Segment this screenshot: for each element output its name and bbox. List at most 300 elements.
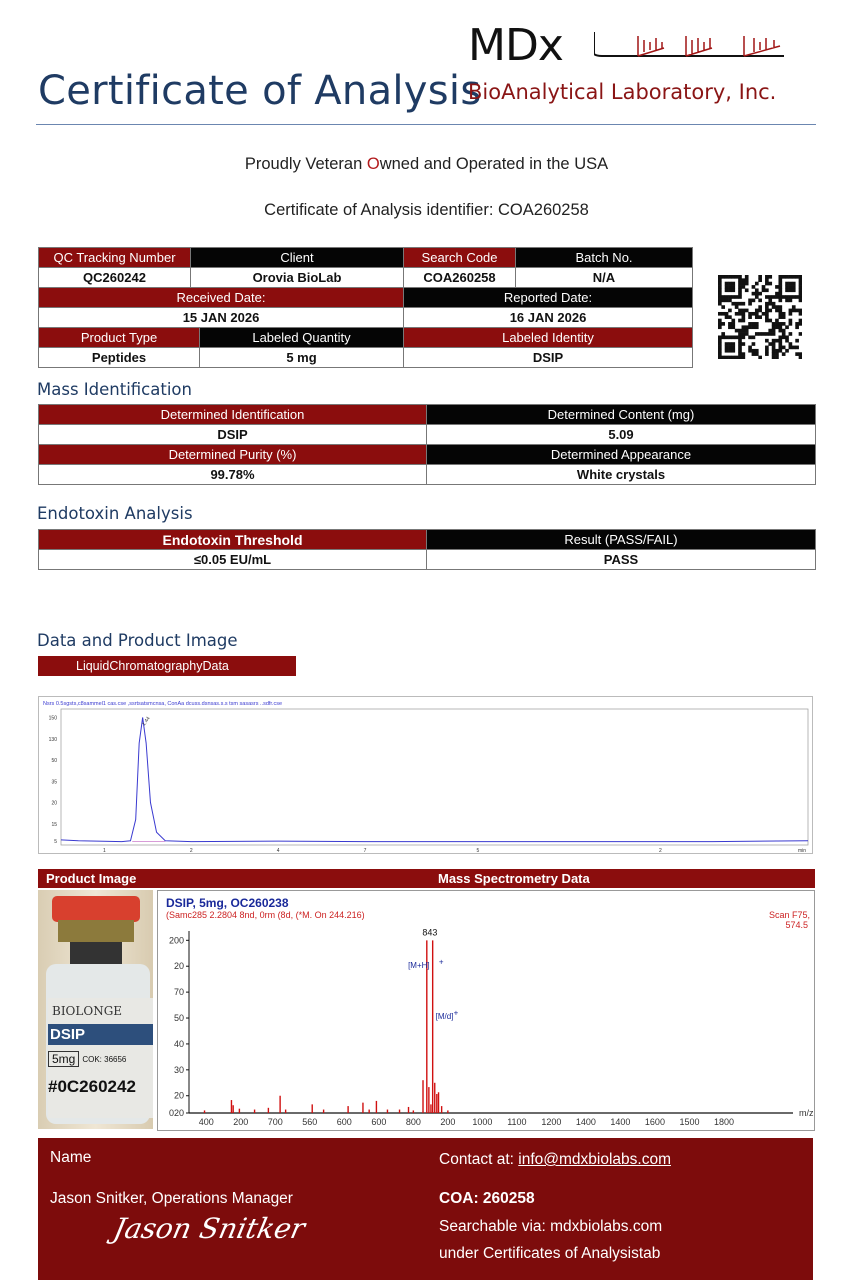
qr-module [782, 295, 786, 299]
qr-module [748, 349, 752, 353]
qr-module [728, 275, 732, 279]
qr-module [765, 339, 769, 343]
qr-module [721, 305, 725, 309]
mass-id-heading: Mass Identification [37, 380, 192, 399]
vial-name: DSIP [48, 1024, 153, 1045]
qr-module [721, 312, 725, 316]
qr-module [795, 322, 799, 326]
qr-module [768, 275, 772, 279]
logo-subtitle: BioAnalytical Laboratory, Inc. [468, 80, 777, 104]
qr-module [745, 288, 749, 292]
qr-module [772, 295, 776, 299]
qr-module [738, 342, 742, 346]
qr-module [785, 349, 789, 353]
qr-module [745, 275, 749, 279]
ms-annotation-sup: + [438, 957, 444, 967]
qr-module [752, 299, 756, 303]
qr-module [799, 319, 802, 323]
contact-email-link[interactable]: info@mdxbiolabs.com [518, 1151, 671, 1168]
qr-module [718, 342, 722, 346]
tagline-text: wned and Operated in the USA [379, 155, 609, 173]
qr-module [789, 322, 793, 326]
content-value: 5.09 [427, 425, 816, 445]
qr-module [755, 352, 759, 356]
qr-module [789, 319, 793, 323]
x-tick-label: 1600 [644, 1117, 665, 1127]
tagline-text: Proudly Veteran [244, 155, 367, 173]
qr-module [778, 305, 782, 309]
qr-module [725, 346, 729, 350]
qr-module [778, 335, 782, 339]
qr-module [765, 302, 769, 306]
chromatogram-chart [39, 697, 814, 855]
qr-module [738, 346, 742, 350]
qr-module [755, 288, 759, 292]
x-unit-label: min [797, 848, 806, 854]
qr-module [799, 288, 802, 292]
qr-module [748, 335, 752, 339]
qr-module [772, 325, 776, 329]
qr-module [765, 346, 769, 350]
qr-module [765, 305, 769, 309]
qr-module [789, 288, 793, 292]
qr-module [768, 342, 772, 346]
x-tick-label: 1500 [679, 1117, 700, 1127]
qr-module [742, 285, 746, 289]
qr-module [782, 315, 786, 319]
qr-module [731, 322, 735, 326]
qr-module [718, 352, 722, 356]
endotoxin-heading: Endotoxin Analysis [37, 504, 193, 523]
qr-module [762, 312, 766, 316]
qr-module [748, 346, 752, 350]
qr-module [799, 352, 802, 356]
qr-module [785, 282, 789, 286]
x-tick-label: 600 [371, 1117, 387, 1127]
qr-module [742, 319, 746, 323]
qr-module [718, 288, 722, 292]
qr-module [742, 315, 746, 319]
qr-module [765, 295, 769, 299]
page-title: Certificate of Analysis [38, 68, 482, 114]
qr-module [778, 275, 782, 279]
qr-module [799, 312, 802, 316]
qr-module [718, 285, 722, 289]
y-tick-label: 70 [173, 987, 184, 998]
qr-module [778, 315, 782, 319]
qr-module [755, 349, 759, 353]
logo-chromatogram-icon [594, 30, 794, 60]
qr-module [772, 332, 776, 336]
qr-module [718, 275, 722, 279]
qr-module [778, 329, 782, 333]
qr-module [768, 299, 772, 303]
qr-module [765, 352, 769, 356]
vial-crimp [58, 920, 134, 942]
qr-module [782, 346, 786, 350]
qr-module [765, 312, 769, 316]
qr-module [728, 288, 732, 292]
qr-module [735, 335, 739, 339]
qr-module [772, 346, 776, 350]
qr-module [785, 299, 789, 303]
qr-module [775, 356, 779, 359]
x-tick-label: 2 [658, 848, 662, 854]
ms-scan-label: Scan F75, [768, 910, 810, 920]
qr-module [728, 342, 732, 346]
vial-brand: BIOLONGE [52, 1004, 123, 1018]
qr-module [782, 322, 786, 326]
qr-module [768, 295, 772, 299]
received-label: Received Date: [39, 288, 404, 308]
qr-module [768, 329, 772, 333]
qr-module [738, 339, 742, 343]
qr-module [742, 325, 746, 329]
qr-module [755, 295, 759, 299]
qr-module [789, 346, 793, 350]
qr-module [782, 275, 786, 279]
qr-module [728, 325, 732, 329]
qr-module [792, 309, 796, 313]
vial-qty: 5mg [48, 1051, 79, 1067]
qr-module [795, 275, 799, 279]
qr-module [735, 312, 739, 316]
qr-module [742, 356, 746, 359]
x-tick-label: 1200 [541, 1117, 562, 1127]
qr-module [752, 352, 756, 356]
qr-module [731, 356, 735, 359]
x-tick-label: 7 [363, 848, 367, 854]
qr-module [762, 285, 766, 289]
qty-label: Labeled Quantity [200, 328, 404, 348]
qr-module [731, 342, 735, 346]
qr-module [775, 309, 779, 313]
x-tick-label: 400 [198, 1117, 214, 1127]
qr-module [789, 312, 793, 316]
qr-module [755, 309, 759, 313]
chromatogram-header: Nsrs 0.5sgsts,c8sammel1 cas.cse ,ssrtsatsmcnsa, ConAa dcuss.dsnsas.s.s tsm sasasrs ..sdfr.cse [43, 701, 283, 707]
y-tick-label: 150 [48, 715, 57, 722]
qr-module [772, 302, 776, 306]
qr-module [789, 309, 793, 313]
qr-module [768, 332, 772, 336]
endotoxin-table [38, 529, 816, 570]
qr-module [752, 349, 756, 353]
qr-module [718, 339, 722, 343]
qr-module [731, 285, 735, 289]
content-label: Determined Content (mg) [427, 405, 816, 425]
qr-module [728, 309, 732, 313]
signature: Jason Snitker [110, 1212, 308, 1245]
qr-module [745, 332, 749, 336]
x-tick-label: 600 [336, 1117, 352, 1127]
qr-module [731, 346, 735, 350]
client-value: Orovia BioLab [191, 268, 404, 288]
qr-module [778, 342, 782, 346]
qr-module [728, 356, 732, 359]
qr-module [772, 322, 776, 326]
ms-data-label: Mass Spectrometry Data [438, 871, 590, 886]
tagline [0, 155, 853, 174]
qr-module [765, 282, 769, 286]
qr-module [725, 285, 729, 289]
x-tick-label: 200 [233, 1117, 249, 1127]
qr-module [789, 295, 793, 299]
qr-module [735, 295, 739, 299]
x-tick-label: 1800 [713, 1117, 734, 1127]
qr-module [778, 285, 782, 289]
qr-module [735, 305, 739, 309]
search-value: COA260258 [404, 268, 516, 288]
received-value: 15 JAN 2026 [39, 308, 404, 328]
qr-module [772, 329, 776, 333]
qr-module [728, 295, 732, 299]
y-tick-label: 40 [173, 1038, 184, 1049]
appearance-value: White crystals [427, 465, 816, 485]
qr-module [728, 335, 732, 339]
coa-identifier: Certificate of Analysis identifier: COA260258 [264, 201, 589, 219]
qr-module [742, 312, 746, 316]
qr-module [789, 275, 793, 279]
qr-module [789, 342, 793, 346]
qr-module [728, 349, 732, 353]
x-axis-label: m/z [799, 1108, 814, 1118]
x-tick-label: 2 [189, 848, 193, 854]
qr-module [731, 349, 735, 353]
qr-module [775, 349, 779, 353]
qr-module [765, 332, 769, 336]
qr-module [762, 288, 766, 292]
qr-module [799, 332, 802, 336]
x-tick-label: 1 [103, 848, 106, 854]
qr-module [728, 346, 732, 350]
qr-module [758, 299, 762, 303]
qr-module [782, 332, 786, 336]
qr-module [792, 275, 796, 279]
qr-module [728, 322, 732, 326]
threshold-value: ≤0.05 EU/mL [39, 550, 427, 570]
result-value: PASS [427, 550, 816, 570]
x-tick-label: 1100 [507, 1117, 527, 1127]
qr-module [758, 275, 762, 279]
qr-module [725, 342, 729, 346]
qr-module [731, 302, 735, 306]
qr-module [775, 352, 779, 356]
x-tick-label: 5 [476, 848, 480, 854]
y-tick-label: 20 [173, 1090, 184, 1101]
qr-module [778, 282, 782, 286]
qr-module [772, 339, 776, 343]
qr-module [742, 352, 746, 356]
qr-module [778, 292, 782, 296]
footer-searchable: Searchable via: mdxbiolabs.com [439, 1218, 663, 1235]
ms-annotation: [M+H] [408, 960, 430, 970]
qr-module [775, 292, 779, 296]
qr-module [718, 312, 722, 316]
qr-module [782, 312, 786, 316]
qr-module [778, 325, 782, 329]
qr-module [738, 302, 742, 306]
qr-module [792, 295, 796, 299]
y-tick-label: 50 [173, 1013, 184, 1024]
id-value: DSIP [39, 425, 427, 445]
qr-module [742, 342, 746, 346]
qr-module [718, 299, 722, 303]
qr-module [795, 352, 799, 356]
qr-module [789, 282, 793, 286]
qr-module [799, 292, 802, 296]
product-image-label: Product Image [46, 871, 137, 886]
qr-module [778, 299, 782, 303]
ms-annotation-sup: + [453, 1008, 459, 1018]
mass-spec-panel [157, 890, 815, 1131]
qr-module [785, 295, 789, 299]
tagline-highlight: O [366, 155, 380, 173]
qr-module [778, 288, 782, 292]
qr-module [799, 285, 802, 289]
purity-label: Determined Purity (%) [39, 445, 427, 465]
qr-module [755, 325, 759, 329]
qr-module [718, 349, 722, 353]
qr-module [721, 335, 725, 339]
qr-module [725, 335, 729, 339]
reported-label: Reported Date: [404, 288, 693, 308]
qr-module [755, 292, 759, 296]
product-image-bar [38, 869, 815, 888]
qr-module [725, 356, 729, 359]
qr-module [792, 285, 796, 289]
y-tick-label: 5 [54, 838, 57, 845]
qr-module [765, 278, 769, 282]
qr-module [718, 319, 722, 323]
qr-module [725, 275, 729, 279]
peak-label: 1.44 [141, 715, 152, 728]
qr-module [795, 339, 799, 343]
y-tick-label: 30 [173, 1064, 184, 1075]
qr-module [785, 325, 789, 329]
qr-module [725, 312, 729, 316]
qr-module [768, 302, 772, 306]
qr-module [792, 282, 796, 286]
purity-value: 99.78% [39, 465, 427, 485]
qr-module [742, 309, 746, 313]
qr-module [758, 305, 762, 309]
y-tick-label: 200 [168, 935, 184, 946]
qr-module [728, 299, 732, 303]
contact [439, 1151, 671, 1169]
qr-module [768, 309, 772, 313]
plot-frame [61, 709, 808, 845]
qr-module [738, 309, 742, 313]
qr-module [775, 285, 779, 289]
qr-module [752, 335, 756, 339]
qr-code[interactable] [718, 275, 802, 359]
qr-module [735, 302, 739, 306]
qr-module [725, 299, 729, 303]
qr-module [799, 309, 802, 313]
qr-module [795, 325, 799, 329]
vial-cap [52, 896, 140, 922]
qr-module [738, 285, 742, 289]
footer-coa: COA: 260258 [439, 1190, 535, 1207]
qr-module [778, 295, 782, 299]
qr-module [785, 288, 789, 292]
qr-module [755, 332, 759, 336]
x-tick-label: 200 [440, 1117, 456, 1127]
qr-module [778, 339, 782, 343]
qr-module [782, 352, 786, 356]
qr-module [768, 282, 772, 286]
qr-module [738, 319, 742, 323]
qr-module [738, 352, 742, 356]
search-label: Search Code [404, 248, 516, 268]
qr-module [721, 275, 725, 279]
qr-module [725, 349, 729, 353]
qr-module [725, 315, 729, 319]
qr-module [721, 332, 725, 336]
qr-module [725, 288, 729, 292]
y-tick-label: 15 [51, 821, 57, 828]
qr-module [755, 282, 759, 286]
qr-module [728, 285, 732, 289]
qr-module [799, 282, 802, 286]
qr-module [748, 302, 752, 306]
qr-module [718, 278, 722, 282]
qr-module [735, 275, 739, 279]
qr-module [742, 329, 746, 333]
qr-module [718, 356, 722, 359]
threshold-label-text: Threshold [234, 531, 303, 548]
qr-module [738, 349, 742, 353]
qr-module [742, 278, 746, 282]
client-label: Client [191, 248, 404, 268]
qr-module [775, 339, 779, 343]
qr-module [738, 329, 742, 333]
x-tick-label: 560 [302, 1117, 318, 1127]
qr-module [728, 282, 732, 286]
qr-module [755, 322, 759, 326]
qr-module [792, 288, 796, 292]
qr-module [765, 315, 769, 319]
qr-module [738, 295, 742, 299]
qr-module [799, 322, 802, 326]
footer-name-label: Name [50, 1149, 92, 1166]
chromatogram-panel [38, 696, 813, 854]
qr-module [799, 295, 802, 299]
qr-module [775, 295, 779, 299]
qr-module [782, 329, 786, 333]
qr-module [745, 329, 749, 333]
qr-module [778, 322, 782, 326]
qr-module [725, 295, 729, 299]
qr-module [721, 299, 725, 303]
qr-module [758, 309, 762, 313]
footer-searchable-2: under Certificates of Analysistab [439, 1245, 661, 1262]
qr-module [752, 325, 756, 329]
y-tick-label: 50 [51, 758, 57, 764]
qr-module [755, 315, 759, 319]
qr-module [745, 282, 749, 286]
qr-module [725, 282, 729, 286]
vial-lot: #0C260242 [48, 1077, 136, 1096]
qr-module [731, 275, 735, 279]
qr-module [721, 295, 725, 299]
qr-module [752, 342, 756, 346]
header-divider [36, 124, 816, 125]
qr-module [772, 356, 776, 359]
qr-module [765, 349, 769, 353]
qr-module [738, 288, 742, 292]
